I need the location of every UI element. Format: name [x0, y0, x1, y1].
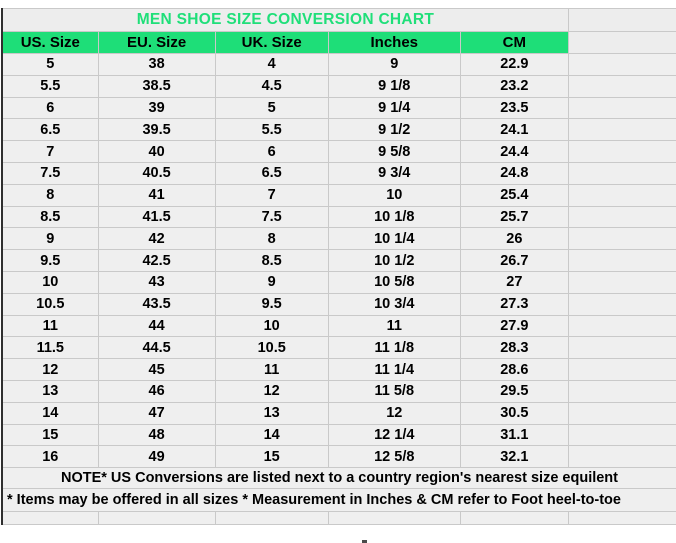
- size-cell-us[interactable]: 11: [2, 315, 98, 337]
- page-title: MEN SHOE SIZE CONVERSION CHART: [2, 9, 568, 32]
- size-cell-uk[interactable]: 9.5: [215, 293, 328, 315]
- size-cell-cm[interactable]: 28.3: [460, 337, 568, 359]
- partial-clipped-row: [2, 512, 676, 525]
- table-row: [2, 424, 676, 446]
- empty-cell[interactable]: [568, 54, 676, 76]
- size-cell-uk[interactable]: 7.5: [215, 206, 328, 228]
- empty-cell[interactable]: [568, 359, 676, 381]
- table-row: [2, 162, 676, 184]
- size-cell-eu[interactable]: 47: [98, 402, 215, 424]
- size-cell-inches[interactable]: 11 1/4: [328, 359, 460, 381]
- column-header-cm[interactable]: CM: [460, 32, 568, 54]
- column-header-eu-size[interactable]: EU. Size: [98, 32, 215, 54]
- size-cell-uk[interactable]: 8.5: [215, 250, 328, 272]
- size-cell-uk[interactable]: 6: [215, 141, 328, 163]
- size-cell-uk[interactable]: 11: [215, 359, 328, 381]
- table-row: [2, 184, 676, 206]
- size-cell-us[interactable]: 8.5: [2, 206, 98, 228]
- size-cell-uk[interactable]: 10.5: [215, 337, 328, 359]
- table-row: [2, 359, 676, 381]
- size-cell-inches[interactable]: 10 5/8: [328, 271, 460, 293]
- title-row: [2, 9, 676, 32]
- size-cell-inches[interactable]: 11 1/8: [328, 337, 460, 359]
- column-header-us-size[interactable]: US. Size: [2, 32, 98, 54]
- size-cell-eu[interactable]: 43.5: [98, 293, 215, 315]
- note-text-1: NOTE* US Conversions are listed next to a country region's nearest size equilent: [2, 468, 676, 489]
- size-cell-cm[interactable]: 28.6: [460, 359, 568, 381]
- empty-cell[interactable]: [568, 9, 676, 32]
- size-cell-uk[interactable]: 10: [215, 315, 328, 337]
- size-cell-eu[interactable]: 45: [98, 359, 215, 381]
- empty-cell[interactable]: [568, 424, 676, 446]
- table-row: [2, 271, 676, 293]
- table-row: [2, 315, 676, 337]
- size-cell-eu[interactable]: 41: [98, 184, 215, 206]
- size-cell-uk[interactable]: 6.5: [215, 162, 328, 184]
- size-cell-cm[interactable]: 30.5: [460, 402, 568, 424]
- size-cell-eu[interactable]: 42: [98, 228, 215, 250]
- empty-cell[interactable]: [568, 141, 676, 163]
- empty-cell[interactable]: [568, 337, 676, 359]
- size-cell-inches[interactable]: 9 3/4: [328, 162, 460, 184]
- table-row: [2, 380, 676, 402]
- size-cell-eu[interactable]: 38.5: [98, 75, 215, 97]
- size-cell-us[interactable]: 16: [2, 446, 98, 468]
- size-cell-inches[interactable]: 9 5/8: [328, 141, 460, 163]
- size-cell-us[interactable]: 13: [2, 380, 98, 402]
- empty-cell[interactable]: [568, 315, 676, 337]
- column-header-inches[interactable]: Inches: [328, 32, 460, 54]
- empty-cell[interactable]: [568, 293, 676, 315]
- size-cell-eu[interactable]: 39: [98, 97, 215, 119]
- size-cell-us[interactable]: 5.5: [2, 75, 98, 97]
- table-row: [2, 293, 676, 315]
- empty-cell[interactable]: [568, 206, 676, 228]
- empty-cell[interactable]: [568, 75, 676, 97]
- shoe-size-conversion-table: [1, 8, 676, 525]
- column-header-uk-size[interactable]: UK. Size: [215, 32, 328, 54]
- empty-cell[interactable]: [568, 184, 676, 206]
- size-cell-inches[interactable]: 11 5/8: [328, 380, 460, 402]
- empty-cell[interactable]: [568, 402, 676, 424]
- size-cell-eu[interactable]: 49: [98, 446, 215, 468]
- table-row: [2, 206, 676, 228]
- table-row: [2, 141, 676, 163]
- size-cell-inches[interactable]: 11: [328, 315, 460, 337]
- size-cell-eu[interactable]: 48: [98, 424, 215, 446]
- size-cell-inches[interactable]: 9 1/4: [328, 97, 460, 119]
- size-cell-us[interactable]: 7.5: [2, 162, 98, 184]
- size-cell-inches[interactable]: 9 1/8: [328, 75, 460, 97]
- size-cell-us[interactable]: 8: [2, 184, 98, 206]
- size-cell-inches[interactable]: 9 1/2: [328, 119, 460, 141]
- size-cell-inches[interactable]: 12 5/8: [328, 446, 460, 468]
- empty-cell[interactable]: [568, 119, 676, 141]
- empty-cell[interactable]: [568, 250, 676, 272]
- size-cell-uk[interactable]: 8: [215, 228, 328, 250]
- empty-cell[interactable]: [568, 271, 676, 293]
- size-cell-cm[interactable]: 22.9: [460, 54, 568, 76]
- size-cell-eu[interactable]: 41.5: [98, 206, 215, 228]
- size-cell-inches[interactable]: 10: [328, 184, 460, 206]
- empty-cell[interactable]: [328, 512, 460, 525]
- table-row: [2, 250, 676, 272]
- empty-cell[interactable]: [98, 512, 215, 525]
- table-row: [2, 402, 676, 424]
- size-cell-eu[interactable]: 46: [98, 380, 215, 402]
- size-cell-cm[interactable]: 26.7: [460, 250, 568, 272]
- column-header-row: [2, 32, 676, 54]
- size-cell-cm[interactable]: 26: [460, 228, 568, 250]
- size-cell-us[interactable]: 5: [2, 54, 98, 76]
- empty-cell[interactable]: [568, 228, 676, 250]
- size-cell-eu[interactable]: 40.5: [98, 162, 215, 184]
- size-cell-inches[interactable]: 10 1/2: [328, 250, 460, 272]
- size-cell-cm[interactable]: 32.1: [460, 446, 568, 468]
- table-row: [2, 337, 676, 359]
- size-cell-cm[interactable]: 24.1: [460, 119, 568, 141]
- size-cell-cm[interactable]: 23.2: [460, 75, 568, 97]
- note-text-2: * Items may be offered in all sizes * Measurement in Inches & CM refer to Foot heel-to-toe: [2, 489, 676, 512]
- size-cell-cm[interactable]: 29.5: [460, 380, 568, 402]
- size-cell-inches[interactable]: 10 1/8: [328, 206, 460, 228]
- size-cell-uk[interactable]: 9: [215, 271, 328, 293]
- empty-cell[interactable]: [568, 512, 676, 525]
- size-cell-cm[interactable]: 24.8: [460, 162, 568, 184]
- size-table-body: [2, 9, 676, 525]
- empty-cell[interactable]: [215, 512, 328, 525]
- empty-cell[interactable]: [460, 512, 568, 525]
- empty-cell[interactable]: [568, 97, 676, 119]
- note-row-1: [2, 468, 676, 489]
- size-cell-us[interactable]: 14: [2, 402, 98, 424]
- size-cell-cm[interactable]: 24.4: [460, 141, 568, 163]
- size-cell-eu[interactable]: 42.5: [98, 250, 215, 272]
- table-row: [2, 75, 676, 97]
- size-cell-cm[interactable]: 27.9: [460, 315, 568, 337]
- size-cell-uk[interactable]: 7: [215, 184, 328, 206]
- size-cell-us[interactable]: 15: [2, 424, 98, 446]
- empty-cell[interactable]: [568, 446, 676, 468]
- empty-cell[interactable]: [568, 162, 676, 184]
- size-cell-uk[interactable]: 4.5: [215, 75, 328, 97]
- size-cell-eu[interactable]: 38: [98, 54, 215, 76]
- size-cell-inches[interactable]: 10 1/4: [328, 228, 460, 250]
- table-row: [2, 54, 676, 76]
- size-cell-us[interactable]: 12: [2, 359, 98, 381]
- table-row: [2, 119, 676, 141]
- size-cell-cm[interactable]: 27.3: [460, 293, 568, 315]
- size-cell-eu[interactable]: 43: [98, 271, 215, 293]
- empty-cell[interactable]: [568, 380, 676, 402]
- size-cell-us[interactable]: 6: [2, 97, 98, 119]
- size-cell-cm[interactable]: 27: [460, 271, 568, 293]
- size-cell-us[interactable]: 11.5: [2, 337, 98, 359]
- table-row: [2, 446, 676, 468]
- size-cell-uk[interactable]: 5: [215, 97, 328, 119]
- size-cell-eu[interactable]: 40: [98, 141, 215, 163]
- table-row: [2, 97, 676, 119]
- size-cell-us[interactable]: 6.5: [2, 119, 98, 141]
- size-cell-uk[interactable]: 12: [215, 380, 328, 402]
- size-cell-uk[interactable]: 15: [215, 446, 328, 468]
- size-cell-uk[interactable]: 13: [215, 402, 328, 424]
- size-cell-us[interactable]: 9: [2, 228, 98, 250]
- size-cell-inches[interactable]: 9: [328, 54, 460, 76]
- table-row: [2, 228, 676, 250]
- size-cell-uk[interactable]: 5.5: [215, 119, 328, 141]
- size-cell-inches[interactable]: 12 1/4: [328, 424, 460, 446]
- size-cell-us[interactable]: 7: [2, 141, 98, 163]
- size-cell-cm[interactable]: 31.1: [460, 424, 568, 446]
- size-cell-eu[interactable]: 39.5: [98, 119, 215, 141]
- size-cell-uk[interactable]: 4: [215, 54, 328, 76]
- empty-cell[interactable]: [568, 32, 676, 54]
- size-cell-cm[interactable]: 25.4: [460, 184, 568, 206]
- size-cell-inches[interactable]: 10 3/4: [328, 293, 460, 315]
- size-cell-eu[interactable]: 44.5: [98, 337, 215, 359]
- empty-cell[interactable]: [2, 512, 98, 525]
- size-cell-us[interactable]: 10: [2, 271, 98, 293]
- note-row-2: [2, 489, 676, 512]
- size-cell-inches[interactable]: 12: [328, 402, 460, 424]
- size-cell-us[interactable]: 9.5: [2, 250, 98, 272]
- size-cell-cm[interactable]: 23.5: [460, 97, 568, 119]
- size-cell-uk[interactable]: 14: [215, 424, 328, 446]
- size-cell-cm[interactable]: 25.7: [460, 206, 568, 228]
- size-cell-us[interactable]: 10.5: [2, 293, 98, 315]
- size-cell-eu[interactable]: 44: [98, 315, 215, 337]
